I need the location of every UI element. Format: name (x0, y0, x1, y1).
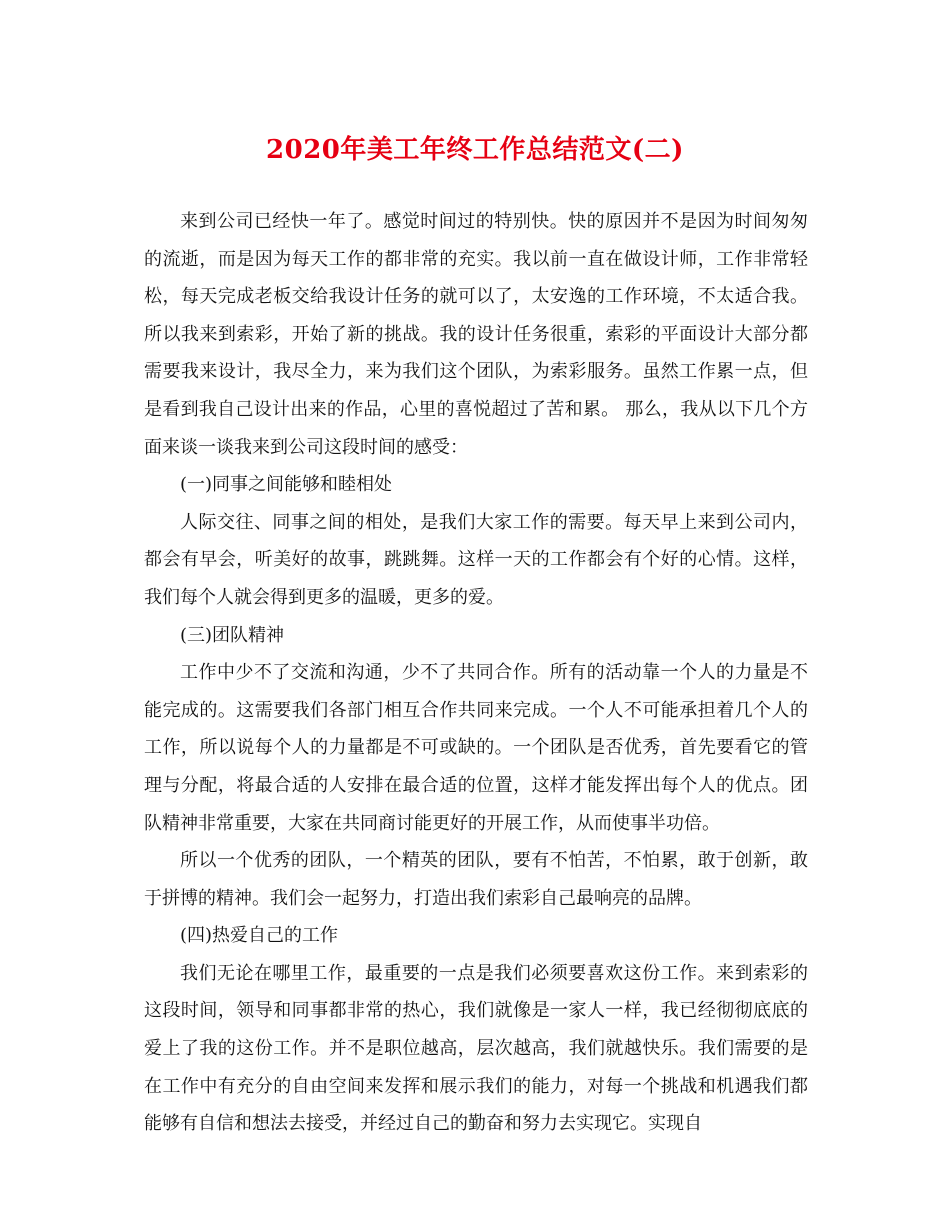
paragraph: 来到公司已经快一年了。感觉时间过的特别快。快的原因并不是因为时间匆匆的流逝，而是因为每天工作的都非常的充实。我以前一直在做设计师，工作非常轻松，每天完成老板交给我设计任务的就可以了，太安逸的工作环境，不太适合我。所以我来到索彩，开始了新的挑战。我的设计任务很重，索彩的平面设计大部分都需要我来设计，我尽全力，来为我们这个团队，为索彩服务。虽然工作累一点，但是看到我自己设计出来的作品，心里的喜悦超过了苦和累。 那么，我从以下几个方面来谈一谈我来到公司这段时间的感受： (144, 211, 808, 458)
paragraph: 我们无论在哪里工作，最重要的一点是我们必须要喜欢这份工作。来到索彩的这段时间，领导和同事都非常的热心，我们就像是一家人一样，我已经彻彻底底的爱上了我的这份工作。并不是职位越高，层次越高，我们就越快乐。我们需要的是在工作中有充分的自由空间来发挥和展示我们的能力，对每一个挑战和机遇我们都能够有自信和想法去接受，并经过自己的勤奋和努力去实现它。实现自 (144, 962, 808, 1135)
document-title: 2020年美工年终工作总结范文(二) (266, 135, 684, 165)
section-heading: (一)同事之间能够和睦相处 (180, 474, 393, 496)
section-heading: (三)团队精神 (180, 624, 285, 646)
document-body (144, 203, 808, 1143)
paragraph: 人际交往、同事之间的相处，是我们大家工作的需要。每天早上来到公司内，都会有早会，听美好的故事，跳跳舞。这样一天的工作都会有个好的心情。这样，我们每个人就会得到更多的温暖，更多的爱。 (144, 511, 808, 608)
section-heading: (四)热爱自己的工作 (180, 925, 339, 947)
paragraph: 所以一个优秀的团队，一个精英的团队，要有不怕苦，不怕累，敢于创新，敢于拼博的精神。我们会一起努力，打造出我们索彩自己最响亮的品牌。 (144, 850, 808, 909)
paragraph: 工作中少不了交流和沟通，少不了共同合作。所有的活动靠一个人的力量是不能完成的。这需要我们各部门相互合作共同来完成。一个人不可能承担着几个人的工作，所以说每个人的力量都是不可或缺的。一个团队是否优秀，首先要看它的管理与分配，将最合适的人安排在最合适的位置，这样才能发挥出每个人的优点。团队精神非常重要，大家在共同商讨能更好的开展工作，从而使事半功倍。 (144, 662, 808, 834)
